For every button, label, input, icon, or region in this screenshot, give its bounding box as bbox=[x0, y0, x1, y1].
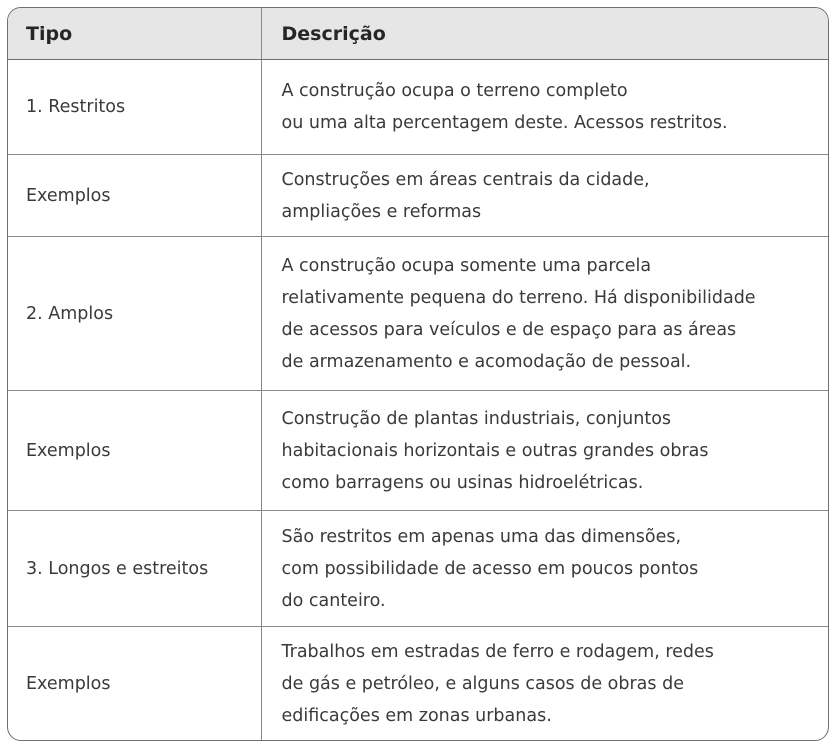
table-row bbox=[8, 511, 828, 627]
construction-site-types-table bbox=[7, 7, 829, 741]
description-line: relativamente pequena do terreno. Há disponibilidade bbox=[281, 287, 756, 308]
types-table bbox=[8, 8, 828, 741]
description-line: edificações em zonas urbanas. bbox=[281, 705, 552, 726]
description-line: ampliações e reformas bbox=[281, 201, 482, 222]
header-tipo: Tipo bbox=[8, 8, 261, 60]
description-line: como barragens ou usinas hidroelétricas. bbox=[281, 472, 644, 493]
cell-descricao bbox=[261, 237, 828, 391]
table-row bbox=[8, 627, 828, 741]
description-line: com possibilidade de acesso em poucos pontos bbox=[281, 558, 699, 579]
description-line: São restritos em apenas uma das dimensões, bbox=[281, 526, 682, 547]
cell-tipo: Exemplos bbox=[8, 627, 261, 741]
description-line: habitacionais horizontais e outras grandes obras bbox=[281, 440, 709, 461]
cell-descricao bbox=[261, 627, 828, 741]
description-line: Construções em áreas centrais da cidade, bbox=[281, 169, 650, 190]
cell-descricao bbox=[261, 60, 828, 155]
description-line: Construção de plantas industriais, conjuntos bbox=[281, 408, 672, 429]
cell-tipo: 3. Longos e estreitos bbox=[8, 511, 261, 627]
table-header-row bbox=[8, 8, 828, 60]
table-row bbox=[8, 155, 828, 237]
description-line: A construção ocupa somente uma parcela bbox=[281, 255, 652, 276]
cell-tipo: 1. Restritos bbox=[8, 60, 261, 155]
description-line: de gás e petróleo, e alguns casos de obras de bbox=[281, 673, 684, 694]
description-line: de acessos para veículos e de espaço para as áreas bbox=[281, 319, 737, 340]
description-line: do canteiro. bbox=[281, 590, 386, 611]
cell-tipo: Exemplos bbox=[8, 155, 261, 237]
table-row bbox=[8, 391, 828, 511]
cell-tipo: 2. Amplos bbox=[8, 237, 261, 391]
cell-descricao bbox=[261, 511, 828, 627]
table-row bbox=[8, 237, 828, 391]
header-descricao: Descrição bbox=[261, 8, 828, 60]
description-line: Trabalhos em estradas de ferro e rodagem, redes bbox=[281, 641, 714, 662]
cell-descricao bbox=[261, 155, 828, 237]
description-line: ou uma alta percentagem deste. Acessos restritos. bbox=[281, 113, 728, 133]
description-line: A construção ocupa o terreno completo bbox=[281, 81, 628, 101]
cell-descricao bbox=[261, 391, 828, 511]
description-line: de armazenamento e acomodação de pessoal. bbox=[281, 351, 692, 372]
cell-tipo: Exemplos bbox=[8, 391, 261, 511]
table-row bbox=[8, 60, 828, 155]
